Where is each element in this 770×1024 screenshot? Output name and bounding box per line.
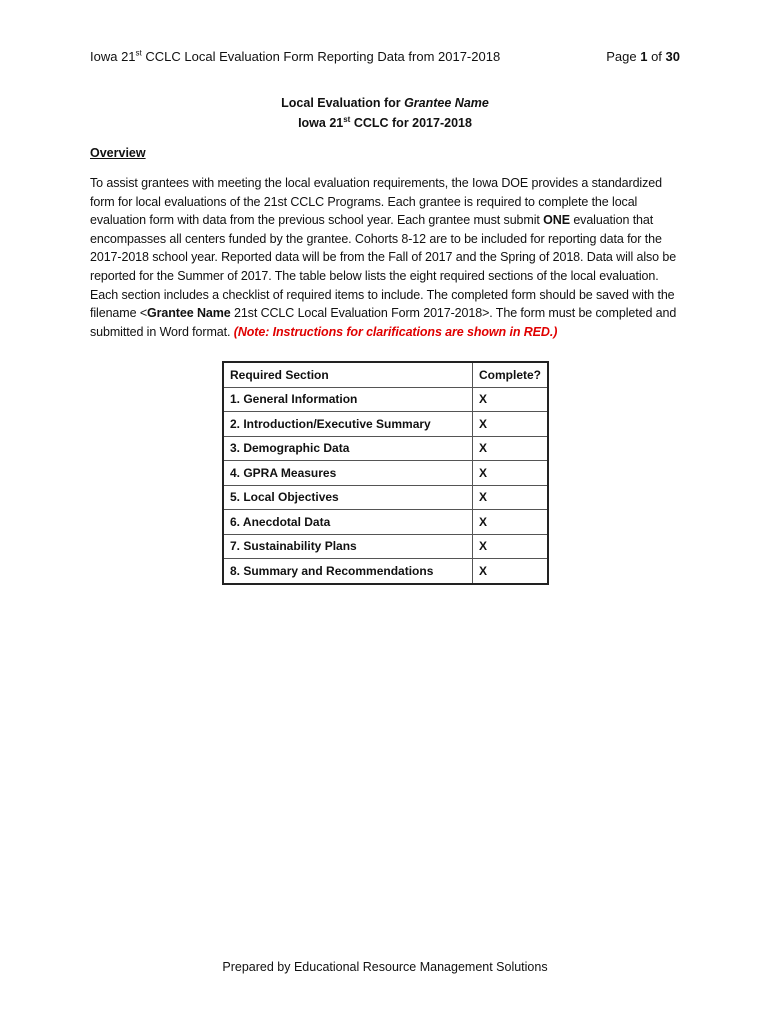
paragraph-bold-one: ONE [543, 213, 570, 228]
page-label: Page [606, 49, 641, 64]
page-current: 1 [640, 49, 648, 64]
page-number [606, 49, 680, 64]
table-row [223, 485, 548, 510]
complete-mark: X [473, 559, 549, 584]
table-row [223, 559, 548, 584]
section-name: 6. Anecdotal Data [223, 510, 473, 535]
document-title [0, 96, 770, 110]
section-name: 3. Demographic Data [223, 436, 473, 461]
header-title-text: Iowa 21 [90, 49, 136, 64]
complete-mark: X [473, 412, 549, 437]
section-name: 2. Introduction/Executive Summary [223, 412, 473, 437]
running-header-title [90, 49, 500, 64]
complete-mark: X [473, 485, 549, 510]
complete-mark: X [473, 461, 549, 486]
section-name: 5. Local Objectives [223, 485, 473, 510]
red-instruction-note: (Note: Instructions for clarifications are shown in RED.) [233, 324, 558, 339]
header-complete: Complete? [473, 362, 549, 387]
paragraph-text-1: To assist grantees with meeting the local evaluation requirements, the Iowa DOE provides a standardized form for local evaluations of the 21st CCLC Programs. Each grantee is required to complete the local evaluation form with data from the previous school year. Each grantee must submit [90, 176, 662, 228]
table-row [223, 387, 548, 412]
table-row [223, 461, 548, 486]
subtitle-superscript: st [343, 114, 351, 124]
table-header-row [223, 362, 548, 387]
table-row [223, 412, 548, 437]
complete-mark: X [473, 510, 549, 535]
complete-mark: X [473, 436, 549, 461]
subtitle-text: Iowa 21 [298, 116, 344, 130]
title-grantee-name: Grantee Name [404, 96, 489, 110]
complete-mark: X [473, 387, 549, 412]
page-of: of [647, 49, 666, 64]
paragraph-bold-grantee: Grantee Name [147, 306, 231, 321]
paragraph-text-2: evaluation that encompasses all centers funded by the grantee. Cohorts 8-12 are to be included for reporting data for the 2017-2018 school year. Reported data will be from the Fall of 2017 and the Spring of 2018. Data will also be reported for the Summer of 2017. The table below lists the eight required sections of the local evaluation. Each section includes a checklist of required items to include. The completed form should be saved with the filename < [90, 213, 677, 321]
page-total: 30 [665, 49, 680, 64]
section-name: 4. GPRA Measures [223, 461, 473, 486]
header-title-superscript: st [135, 48, 142, 58]
subtitle-text-end: CCLC for 2017-2018 [350, 116, 472, 130]
overview-paragraph [90, 174, 682, 341]
header-title-text-end: CCLC Local Evaluation Form Reporting Data from 2017-2018 [141, 49, 501, 64]
required-sections-table [222, 361, 549, 585]
page-footer: Prepared by Educational Resource Management Solutions [222, 960, 548, 974]
complete-mark: X [473, 534, 549, 559]
section-name: 7. Sustainability Plans [223, 534, 473, 559]
section-name: 1. General Information [223, 387, 473, 412]
section-name: 8. Summary and Recommendations [223, 559, 473, 584]
table-row [223, 436, 548, 461]
title-line1-text: Local Evaluation for [281, 96, 405, 110]
table-row [223, 534, 548, 559]
table-row [223, 510, 548, 535]
document-subtitle [0, 116, 770, 130]
header-required-section: Required Section [223, 362, 473, 387]
overview-heading: Overview [90, 146, 146, 160]
paragraph-text-3: 21st CCLC Local Evaluation Form 2017-2018>. The form must be completed and submitted in Word format. [90, 306, 677, 339]
